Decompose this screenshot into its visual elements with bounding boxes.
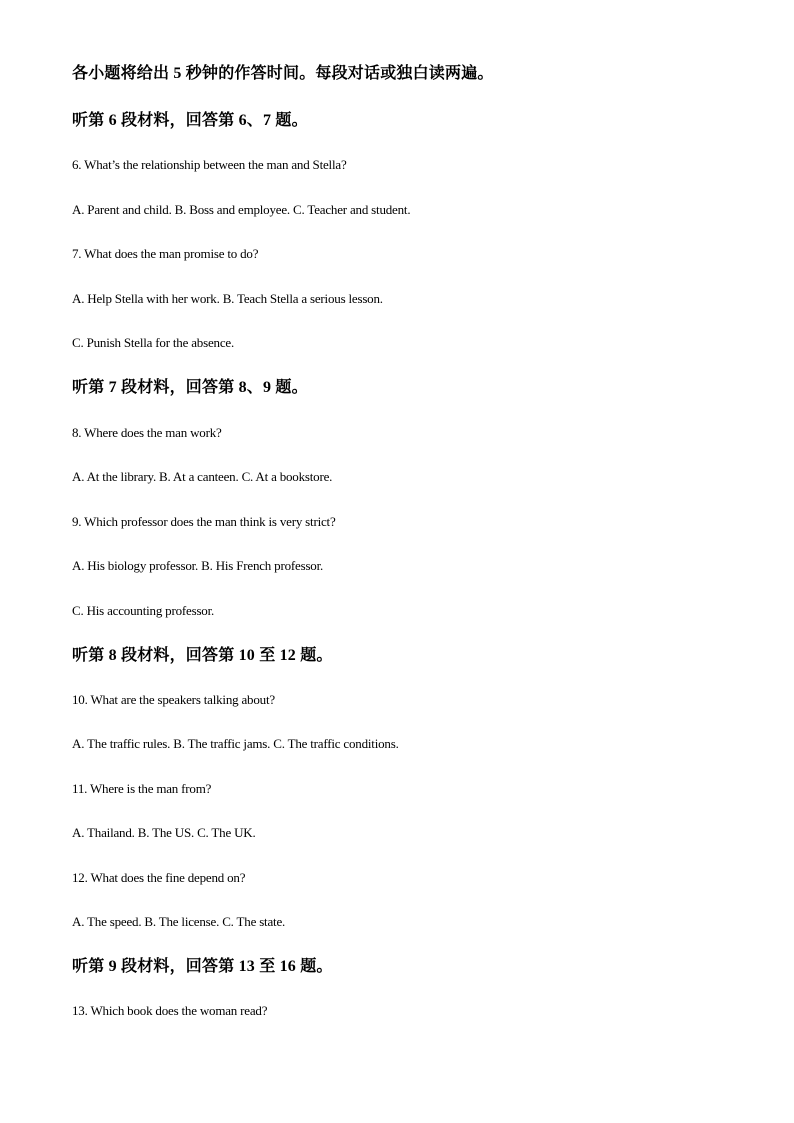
options-11: A. Thailand. B. The US. C. The UK. [72,825,256,840]
section-heading-9: 听第 9 段材料，回答第 13 至 16 题。 [72,958,333,975]
options-7-ab: A. Help Stella with her work. B. Teach Stella a serious lesson. [72,291,383,306]
options-7-c: C. Punish Stella for the absence. [72,335,235,350]
question-13: 13. Which book does the woman read? [72,1003,268,1018]
section-heading-7: 听第 7 段材料，回答第 8、9 题。 [72,379,308,396]
section-heading-6: 听第 6 段材料，回答第 6、7 题。 [72,112,308,129]
options-9-c: C. His accounting professor. [72,603,215,618]
options-9-ab: A. His biology professor. B. His French professor. [72,558,324,573]
options-10: A. The traffic rules. B. The traffic jams. C. The traffic conditions. [72,736,399,751]
question-8: 8. Where does the man work? [72,425,222,440]
question-7: 7. What does the man promise to do? [72,246,259,261]
options-12: A. The speed. B. The license. C. The state. [72,914,286,929]
question-6: 6. What’s the relationship between the man and Stella? [72,157,347,172]
question-10: 10. What are the speakers talking about? [72,692,275,707]
question-12: 12. What does the fine depend on? [72,870,246,885]
section-heading-8: 听第 8 段材料，回答第 10 至 12 题。 [72,647,333,664]
instruction-text: 各小题将给出 5 秒钟的作答时间。每段对话或独白读两遍。 [72,65,494,82]
options-8: A. At the library. B. At a canteen. C. At a bookstore. [72,469,333,484]
question-9: 9. Which professor does the man think is very strict? [72,514,336,529]
options-6: A. Parent and child. B. Boss and employee. C. Teacher and student. [72,202,411,217]
question-11: 11. Where is the man from? [72,781,212,796]
